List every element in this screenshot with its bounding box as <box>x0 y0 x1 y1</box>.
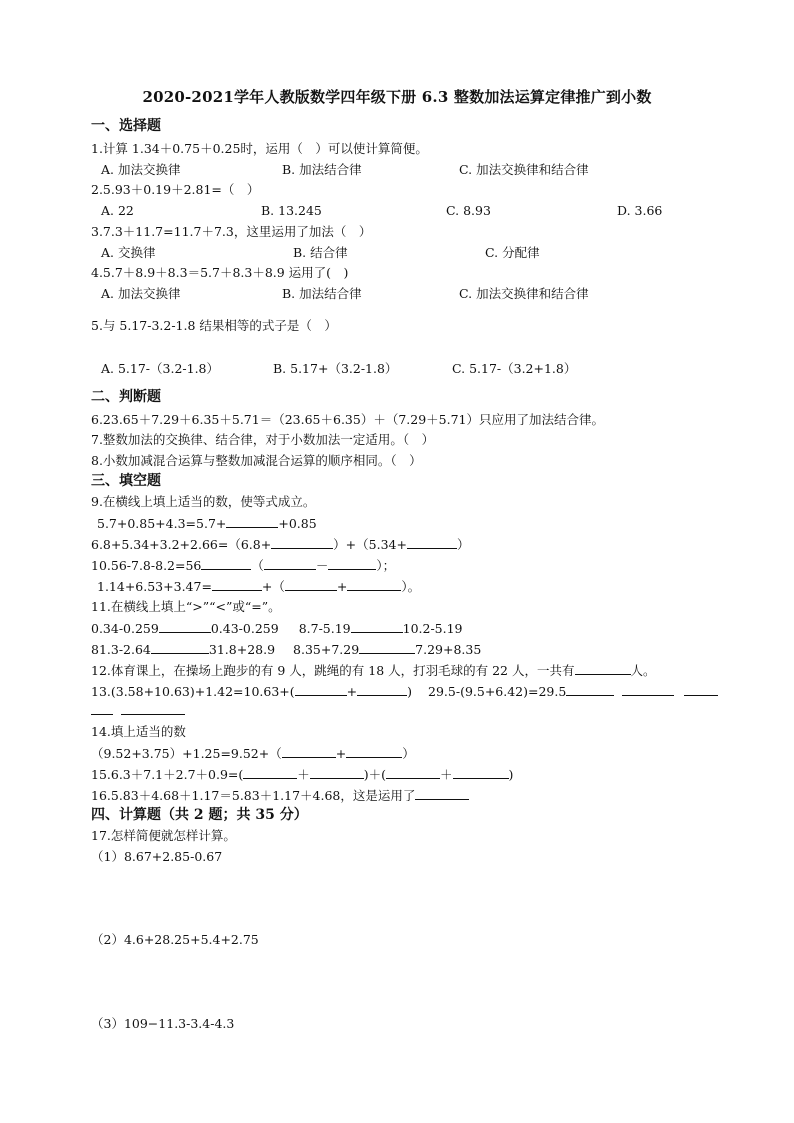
question-3-option-c: C. 分配律 <box>485 245 540 260</box>
answer-blank[interactable] <box>622 683 674 696</box>
equation-part: 1.14+6.53+3.47= <box>97 579 212 594</box>
question-3-option-a: A. 交换律 <box>101 245 156 260</box>
answer-blank[interactable] <box>226 515 278 528</box>
answer-blank[interactable] <box>575 662 631 675</box>
answer-blank[interactable] <box>351 620 403 633</box>
answer-blank[interactable] <box>359 641 415 654</box>
equation-part: ＋ <box>297 767 310 782</box>
equation-part: ）+（5.34+ <box>333 537 407 552</box>
question-13 <box>91 683 718 700</box>
question-17-item-3: （3）109−11.3-3.4-4.3 <box>91 1016 235 1031</box>
answer-blank[interactable] <box>264 557 316 570</box>
question-5-option-a: A. 5.17-（3.2-1.8） <box>101 361 220 376</box>
equation-part: + <box>336 579 348 594</box>
question-4-stem: 4.5.7＋8.9＋8.3＝5.7＋8.3＋8.9 运用了( ) <box>91 265 349 280</box>
answer-blank[interactable] <box>212 578 262 591</box>
question-11-row-2 <box>91 641 481 658</box>
question-14-stem: 14.填上适当的数 <box>91 724 186 739</box>
equation-part: 29.5-(9.5+6.42)=29.5 <box>428 684 567 699</box>
question-17-item-2: （2）4.6+28.25+5.4+2.75 <box>91 932 259 947</box>
equation-part: （ <box>251 558 264 573</box>
question-14-equation <box>91 745 415 762</box>
answer-blank[interactable] <box>201 557 251 570</box>
answer-blank[interactable] <box>159 620 211 633</box>
question-5-option-c: C. 5.17-（3.2+1.8） <box>452 361 577 376</box>
equation-part: （9.52+3.75）+1.25=9.52+（ <box>91 746 282 761</box>
question-1-option-a: A. 加法交换律 <box>101 162 181 177</box>
equation-part: ）； <box>376 558 396 573</box>
question-2-option-c: C. 8.93 <box>446 203 491 218</box>
question-4-option-b: B. 加法结合律 <box>282 286 362 301</box>
equation-part: +0.85 <box>278 516 317 531</box>
question-6: 6.23.65＋7.29＋6.35＋5.71＝（23.65＋6.35）＋（7.29＋5.71）只应用了加法结合律。 <box>91 412 604 427</box>
question-text: 16.5.83＋4.68＋1.17＝5.83＋1.17＋4.68，这是运用了 <box>91 788 416 803</box>
answer-blank[interactable] <box>684 683 718 696</box>
equation-part: － <box>315 558 329 573</box>
answer-blank[interactable] <box>566 683 614 696</box>
question-9-stem: 9.在横线上填上适当的数，使等式成立。 <box>91 494 316 509</box>
answer-blank[interactable] <box>243 766 297 779</box>
question-4-option-a: A. 加法交换律 <box>101 286 181 301</box>
question-10-line-3 <box>97 578 420 595</box>
question-2-option-d: D. 3.66 <box>617 203 663 218</box>
question-9-equation <box>97 515 317 532</box>
equation-part: 15.6.3＋7.1＋2.7＋0.9=( <box>91 767 244 782</box>
question-1-option-b: B. 加法结合律 <box>282 162 362 177</box>
expression: 0.34-0.259 <box>91 621 159 636</box>
question-15 <box>91 766 513 783</box>
equation-part: 6.8+5.34+3.2+2.66=（6.8+ <box>91 537 272 552</box>
answer-blank[interactable] <box>347 578 401 591</box>
question-4-option-c: C. 加法交换律和结合律 <box>459 286 589 301</box>
answer-blank[interactable] <box>271 536 333 549</box>
answer-blank[interactable] <box>346 745 402 758</box>
answer-blank[interactable] <box>285 578 337 591</box>
equation-part: )＋( <box>363 767 387 782</box>
answer-blank[interactable] <box>151 641 209 654</box>
expression: 8.35+7.29 <box>293 642 360 657</box>
question-2-option-a: A. 22 <box>101 203 134 218</box>
question-5-stem: 5.与 5.17-3.2-1.8 结果相等的式子是（ ） <box>91 318 337 333</box>
question-10-line-2 <box>91 557 395 574</box>
equation-part: ) <box>407 684 413 699</box>
question-1-stem: 1.计算 1.34＋0.75＋0.25时，运用（ ）可以使计算简便。 <box>91 141 428 156</box>
question-8: 8.小数加减混合运算与整数加减混合运算的顺序相同。（ ） <box>91 453 422 468</box>
question-13-continuation <box>91 702 185 719</box>
answer-blank[interactable] <box>310 766 364 779</box>
answer-blank[interactable] <box>295 683 347 696</box>
answer-blank[interactable] <box>386 766 440 779</box>
expression: 31.8+28.9 <box>208 642 276 657</box>
question-1-option-c: C. 加法交换律和结合律 <box>459 162 589 177</box>
answer-blank[interactable] <box>415 787 469 800</box>
question-16 <box>91 787 469 804</box>
question-2-option-b: B. 13.245 <box>261 203 322 218</box>
question-11-row-1 <box>91 620 463 637</box>
section-heading-choice: 一、选择题 <box>91 118 161 134</box>
question-text: 人。 <box>630 663 656 678</box>
question-7: 7.整数加法的交换律、结合律，对于小数加法一定适用。（ ） <box>91 432 435 447</box>
equation-part: +（ <box>261 579 285 594</box>
question-17-stem: 17.怎样简便就怎样计算。 <box>91 828 236 843</box>
question-11-stem: 11.在横线上填上“>”“<”或“=”。 <box>91 599 281 614</box>
equation-part: ) <box>508 767 514 782</box>
question-3-option-b: B. 结合律 <box>293 245 348 260</box>
answer-blank[interactable] <box>407 536 457 549</box>
section-heading-judge: 二、判断题 <box>91 389 161 405</box>
equation-part: ）。 <box>401 579 421 594</box>
page-title: 2020-2021学年人教版数学四年级下册 6.3 整数加法运算定律推广到小数 <box>142 88 652 106</box>
equation-part: 13.(3.58+10.63)+1.42=10.63+( <box>91 684 295 699</box>
expression: 0.43-0.259 <box>210 621 279 636</box>
answer-blank[interactable] <box>453 766 509 779</box>
answer-blank[interactable] <box>328 557 376 570</box>
answer-blank[interactable] <box>121 702 185 715</box>
question-text: 12.体育课上，在操场上跑步的有 9 人，跳绳的有 18 人，打羽毛球的有 22 人，一共有 <box>91 663 575 678</box>
question-12 <box>91 662 656 679</box>
equation-part: ＋ <box>440 767 453 782</box>
equation-part: 10.56-7.8-8.2=56 <box>91 558 202 573</box>
equation-part: ） <box>456 537 470 552</box>
question-5-option-b: B. 5.17+（3.2-1.8） <box>273 361 398 376</box>
question-17-item-1: （1）8.67+2.85-0.67 <box>91 849 223 864</box>
section-heading-fill: 三、填空题 <box>91 473 161 489</box>
equation-part: + <box>335 746 347 761</box>
answer-blank[interactable] <box>357 683 407 696</box>
answer-blank[interactable] <box>91 702 113 715</box>
expression: 7.29+8.35 <box>415 642 482 657</box>
equation-part: ） <box>402 746 415 761</box>
expression: 10.2-5.19 <box>402 621 463 636</box>
question-2-stem: 2.5.93＋0.19＋2.81=（ ） <box>91 182 260 197</box>
question-10-line-1 <box>91 536 469 553</box>
question-3-stem: 3.7.3＋11.7=11.7＋7.3，这里运用了加法（ ） <box>91 224 372 239</box>
answer-blank[interactable] <box>282 745 336 758</box>
expression: 81.3-2.64 <box>91 642 151 657</box>
section-heading-calc: 四、计算题（共 2 题；共 35 分） <box>91 807 308 823</box>
equation-part: 5.7+0.85+4.3=5.7+ <box>97 516 227 531</box>
expression: 8.7-5.19 <box>298 621 351 636</box>
equation-part: + <box>346 684 358 699</box>
